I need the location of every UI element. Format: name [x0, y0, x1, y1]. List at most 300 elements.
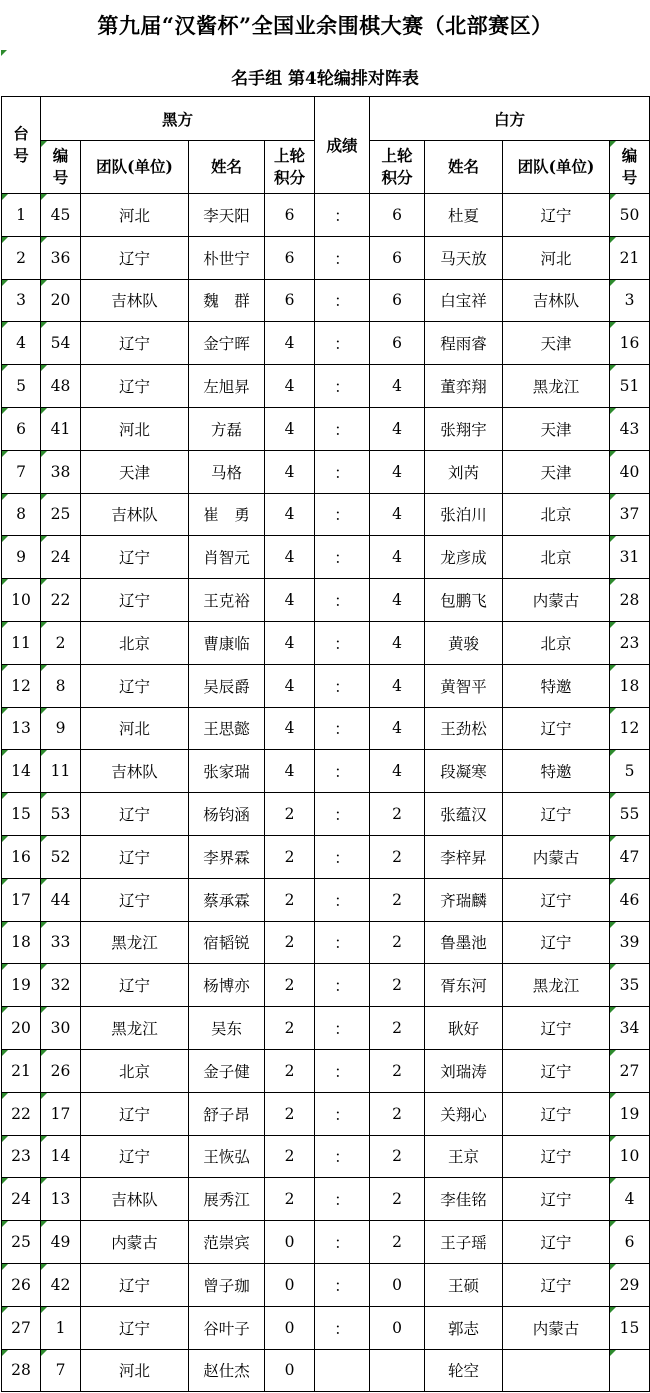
header-black-score	[265, 141, 315, 194]
black-id-cell: 13	[41, 1178, 81, 1221]
black-team-cell: 黑龙江	[81, 921, 189, 964]
cell-marker	[1, 50, 7, 56]
white-score-cell: 6	[370, 236, 425, 279]
black-name-cell: 王思懿	[189, 707, 265, 750]
black-name-cell: 宿韬锐	[189, 921, 265, 964]
table-row	[2, 1306, 650, 1349]
white-id-cell: 16	[610, 322, 650, 365]
page-subtitle: 名手组 第4轮编排对阵表	[231, 69, 419, 89]
black-id-cell: 48	[41, 365, 81, 408]
white-team-cell: 辽宁	[503, 878, 610, 921]
result-cell: ：	[315, 579, 370, 622]
black-id-cell: 41	[41, 407, 81, 450]
table-no-cell: 23	[2, 1135, 41, 1178]
black-score-cell: 0	[265, 1263, 315, 1306]
black-id-cell: 53	[41, 793, 81, 836]
black-id-cell: 2	[41, 621, 81, 664]
white-id-cell: 12	[610, 707, 650, 750]
table-row	[2, 621, 650, 664]
black-name-cell: 曾子珈	[189, 1263, 265, 1306]
table-no-cell: 2	[2, 236, 41, 279]
white-id-cell: 40	[610, 450, 650, 493]
black-id-cell: 38	[41, 450, 81, 493]
white-id-cell: 35	[610, 964, 650, 1007]
white-score-cell: 2	[370, 835, 425, 878]
black-team-cell: 辽宁	[81, 793, 189, 836]
white-team-cell: 辽宁	[503, 707, 610, 750]
white-score-cell: 2	[370, 964, 425, 1007]
table-no-cell: 18	[2, 921, 41, 964]
table-row	[2, 236, 650, 279]
result-cell: ：	[315, 236, 370, 279]
white-team-cell: 辽宁	[503, 1049, 610, 1092]
white-id-cell: 34	[610, 1007, 650, 1050]
black-name-cell: 赵仕杰	[189, 1349, 265, 1392]
white-team-cell: 内蒙古	[503, 1306, 610, 1349]
black-score-cell: 2	[265, 1178, 315, 1221]
table-row	[2, 322, 650, 365]
white-name-cell: 耿好	[425, 1007, 503, 1050]
black-id-cell: 11	[41, 750, 81, 793]
result-cell: ：	[315, 878, 370, 921]
black-name-cell: 王恢弘	[189, 1135, 265, 1178]
black-team-cell: 辽宁	[81, 1092, 189, 1135]
black-score-cell: 0	[265, 1349, 315, 1392]
black-score-cell: 2	[265, 878, 315, 921]
white-name-cell: 关翔心	[425, 1092, 503, 1135]
black-team-cell: 吉林队	[81, 1178, 189, 1221]
white-score-cell: 2	[370, 1049, 425, 1092]
white-name-cell: 刘瑞涛	[425, 1049, 503, 1092]
white-name-cell: 张翔宇	[425, 407, 503, 450]
black-team-cell: 吉林队	[81, 279, 189, 322]
white-score-cell: 0	[370, 1306, 425, 1349]
black-name-cell: 张家瑞	[189, 750, 265, 793]
result-cell: ：	[315, 921, 370, 964]
result-cell: ：	[315, 536, 370, 579]
table-no-cell: 27	[2, 1306, 41, 1349]
table-row	[2, 1092, 650, 1135]
header-white-name: 姓名	[425, 141, 503, 194]
black-team-cell: 辽宁	[81, 964, 189, 1007]
white-name-cell: 王硕	[425, 1263, 503, 1306]
table-no-cell: 14	[2, 750, 41, 793]
table-row	[2, 365, 650, 408]
white-id-cell: 19	[610, 1092, 650, 1135]
header-black: 黑方	[41, 97, 315, 141]
table-no-cell: 19	[2, 964, 41, 1007]
table-row	[2, 921, 650, 964]
white-score-cell: 4	[370, 707, 425, 750]
white-score-cell: 4	[370, 621, 425, 664]
black-team-cell: 天津	[81, 450, 189, 493]
header-black-team: 团队(单位)	[81, 141, 189, 194]
white-score-cell: 4	[370, 579, 425, 622]
white-score-cell: 2	[370, 1221, 425, 1264]
white-score-cell: 2	[370, 793, 425, 836]
white-name-cell: 齐瑞麟	[425, 878, 503, 921]
table-no-cell: 24	[2, 1178, 41, 1221]
white-name-cell: 轮空	[425, 1349, 503, 1392]
black-score-cell: 4	[265, 579, 315, 622]
result-cell: ：	[315, 1007, 370, 1050]
black-score-cell: 2	[265, 964, 315, 1007]
white-score-cell: 4	[370, 750, 425, 793]
white-name-cell: 刘芮	[425, 450, 503, 493]
header-black-name: 姓名	[189, 141, 265, 194]
table-row	[2, 1049, 650, 1092]
table-row	[2, 450, 650, 493]
black-name-cell: 杨博亦	[189, 964, 265, 1007]
white-id-cell: 21	[610, 236, 650, 279]
result-cell: ：	[315, 322, 370, 365]
white-id-cell: 43	[610, 407, 650, 450]
table-no-cell: 13	[2, 707, 41, 750]
white-id-cell: 47	[610, 835, 650, 878]
white-team-cell: 内蒙古	[503, 579, 610, 622]
table-row	[2, 793, 650, 836]
header-black-score-label: 上轮积分	[274, 146, 306, 187]
white-score-cell	[370, 1349, 425, 1392]
white-score-cell: 6	[370, 279, 425, 322]
black-team-cell: 河北	[81, 407, 189, 450]
header-white-team: 团队(单位)	[503, 141, 610, 194]
result-cell: ：	[315, 1135, 370, 1178]
white-team-cell: 吉林队	[503, 279, 610, 322]
table-no-cell: 7	[2, 450, 41, 493]
black-name-cell: 肖智元	[189, 536, 265, 579]
table-row	[2, 536, 650, 579]
table-row	[2, 579, 650, 622]
result-cell: ：	[315, 1221, 370, 1264]
white-id-cell: 15	[610, 1306, 650, 1349]
result-cell: ：	[315, 1306, 370, 1349]
black-team-cell: 辽宁	[81, 536, 189, 579]
black-team-cell: 辽宁	[81, 236, 189, 279]
table-row	[2, 1178, 650, 1221]
white-team-cell: 辽宁	[503, 1263, 610, 1306]
result-cell: ：	[315, 793, 370, 836]
white-name-cell: 王劲松	[425, 707, 503, 750]
white-name-cell: 胥东河	[425, 964, 503, 1007]
black-team-cell: 内蒙古	[81, 1221, 189, 1264]
white-name-cell: 李梓昇	[425, 835, 503, 878]
black-team-cell: 辽宁	[81, 1306, 189, 1349]
black-id-cell: 8	[41, 664, 81, 707]
white-team-cell: 天津	[503, 407, 610, 450]
white-team-cell: 辽宁	[503, 1007, 610, 1050]
table-no-cell: 5	[2, 365, 41, 408]
black-score-cell: 6	[265, 279, 315, 322]
white-team-cell: 辽宁	[503, 194, 610, 237]
white-score-cell: 6	[370, 322, 425, 365]
black-score-cell: 4	[265, 450, 315, 493]
black-name-cell: 蔡承霖	[189, 878, 265, 921]
black-name-cell: 魏 群	[189, 279, 265, 322]
black-id-cell: 22	[41, 579, 81, 622]
black-score-cell: 4	[265, 750, 315, 793]
result-cell: ：	[315, 707, 370, 750]
black-name-cell: 金子健	[189, 1049, 265, 1092]
table-row	[2, 964, 650, 1007]
black-team-cell: 河北	[81, 707, 189, 750]
black-id-cell: 14	[41, 1135, 81, 1178]
table-row	[2, 407, 650, 450]
black-name-cell: 展秀江	[189, 1178, 265, 1221]
table-no-cell: 12	[2, 664, 41, 707]
header-white-id-label: 编号	[621, 146, 638, 187]
result-cell: ：	[315, 664, 370, 707]
white-name-cell: 段凝寒	[425, 750, 503, 793]
black-score-cell: 4	[265, 407, 315, 450]
white-score-cell: 4	[370, 664, 425, 707]
black-id-cell: 30	[41, 1007, 81, 1050]
white-score-cell: 4	[370, 536, 425, 579]
table-no-cell: 20	[2, 1007, 41, 1050]
white-team-cell: 黑龙江	[503, 365, 610, 408]
black-score-cell: 6	[265, 236, 315, 279]
black-team-cell: 辽宁	[81, 1263, 189, 1306]
result-cell: ：	[315, 621, 370, 664]
black-id-cell: 45	[41, 194, 81, 237]
result-cell: ：	[315, 194, 370, 237]
white-score-cell: 2	[370, 1135, 425, 1178]
white-id-cell	[610, 1349, 650, 1392]
table-row	[2, 878, 650, 921]
table-no-cell: 21	[2, 1049, 41, 1092]
white-team-cell: 北京	[503, 621, 610, 664]
black-name-cell: 李天阳	[189, 194, 265, 237]
black-team-cell: 辽宁	[81, 579, 189, 622]
black-team-cell: 辽宁	[81, 322, 189, 365]
white-team-cell: 辽宁	[503, 1135, 610, 1178]
white-team-cell: 黑龙江	[503, 964, 610, 1007]
table-no-cell: 25	[2, 1221, 41, 1264]
black-name-cell: 舒子昂	[189, 1092, 265, 1135]
black-team-cell: 辽宁	[81, 835, 189, 878]
white-id-cell: 3	[610, 279, 650, 322]
table-no-cell: 26	[2, 1263, 41, 1306]
white-name-cell: 王子瑶	[425, 1221, 503, 1264]
black-name-cell: 马格	[189, 450, 265, 493]
black-score-cell: 2	[265, 1049, 315, 1092]
result-cell: ：	[315, 1178, 370, 1221]
white-name-cell: 黄智平	[425, 664, 503, 707]
table-no-cell: 9	[2, 536, 41, 579]
result-cell: ：	[315, 1049, 370, 1092]
white-id-cell: 51	[610, 365, 650, 408]
black-team-cell: 辽宁	[81, 1135, 189, 1178]
black-name-cell: 吴辰爵	[189, 664, 265, 707]
white-name-cell: 马天放	[425, 236, 503, 279]
table-no-cell: 10	[2, 579, 41, 622]
white-name-cell: 杜夏	[425, 194, 503, 237]
header-black-id-label: 编号	[52, 146, 69, 187]
black-team-cell: 吉林队	[81, 750, 189, 793]
white-team-cell: 天津	[503, 322, 610, 365]
white-score-cell: 4	[370, 407, 425, 450]
black-id-cell: 26	[41, 1049, 81, 1092]
black-score-cell: 0	[265, 1306, 315, 1349]
white-name-cell: 董弈翔	[425, 365, 503, 408]
black-name-cell: 范崇宾	[189, 1221, 265, 1264]
white-id-cell: 6	[610, 1221, 650, 1264]
white-team-cell: 辽宁	[503, 921, 610, 964]
table-row	[2, 279, 650, 322]
black-name-cell: 崔 勇	[189, 493, 265, 536]
black-score-cell: 4	[265, 493, 315, 536]
table-no-cell: 4	[2, 322, 41, 365]
white-name-cell: 鲁墨池	[425, 921, 503, 964]
table-row	[2, 1349, 650, 1392]
black-id-cell: 49	[41, 1221, 81, 1264]
table-row	[2, 493, 650, 536]
black-team-cell: 吉林队	[81, 493, 189, 536]
black-name-cell: 曹康临	[189, 621, 265, 664]
page-title: 第九届“汉酱杯”全国业余围棋大赛（北部赛区）	[97, 13, 553, 38]
white-score-cell: 2	[370, 921, 425, 964]
black-team-cell: 辽宁	[81, 878, 189, 921]
black-id-cell: 42	[41, 1263, 81, 1306]
black-id-cell: 32	[41, 964, 81, 1007]
black-name-cell: 方磊	[189, 407, 265, 450]
black-name-cell: 吴东	[189, 1007, 265, 1050]
table-no-cell: 1	[2, 194, 41, 237]
white-name-cell: 李佳铭	[425, 1178, 503, 1221]
header-table-no-label: 台号	[13, 124, 29, 165]
table-row	[2, 835, 650, 878]
header-white-score-label: 上轮积分	[381, 146, 413, 187]
white-id-cell: 39	[610, 921, 650, 964]
white-team-cell: 辽宁	[503, 1092, 610, 1135]
result-cell	[315, 1349, 370, 1392]
white-score-cell: 2	[370, 1007, 425, 1050]
black-id-cell: 24	[41, 536, 81, 579]
black-team-cell: 北京	[81, 1049, 189, 1092]
black-id-cell: 17	[41, 1092, 81, 1135]
white-id-cell: 55	[610, 793, 650, 836]
table-no-cell: 15	[2, 793, 41, 836]
white-score-cell: 2	[370, 1178, 425, 1221]
white-id-cell: 10	[610, 1135, 650, 1178]
result-cell: ：	[315, 1263, 370, 1306]
black-team-cell: 北京	[81, 621, 189, 664]
black-score-cell: 4	[265, 707, 315, 750]
black-id-cell: 52	[41, 835, 81, 878]
white-id-cell: 37	[610, 493, 650, 536]
white-name-cell: 黄骏	[425, 621, 503, 664]
black-id-cell: 9	[41, 707, 81, 750]
header-black-id	[41, 141, 81, 194]
black-score-cell: 2	[265, 1007, 315, 1050]
white-id-cell: 29	[610, 1263, 650, 1306]
black-team-cell: 黑龙江	[81, 1007, 189, 1050]
white-name-cell: 张泊川	[425, 493, 503, 536]
table-no-cell: 28	[2, 1349, 41, 1392]
black-id-cell: 44	[41, 878, 81, 921]
black-score-cell: 2	[265, 1092, 315, 1135]
black-name-cell: 金宁晖	[189, 322, 265, 365]
table-no-cell: 6	[2, 407, 41, 450]
white-id-cell: 5	[610, 750, 650, 793]
table-row	[2, 664, 650, 707]
white-team-cell: 北京	[503, 536, 610, 579]
black-score-cell: 4	[265, 664, 315, 707]
result-cell: ：	[315, 279, 370, 322]
black-score-cell: 2	[265, 793, 315, 836]
white-id-cell: 28	[610, 579, 650, 622]
white-score-cell: 4	[370, 450, 425, 493]
table-no-cell: 3	[2, 279, 41, 322]
white-id-cell: 18	[610, 664, 650, 707]
table-no-cell: 8	[2, 493, 41, 536]
header-result: 成绩	[315, 97, 370, 194]
black-score-cell: 6	[265, 194, 315, 237]
white-id-cell: 50	[610, 194, 650, 237]
result-cell: ：	[315, 493, 370, 536]
black-name-cell: 王克裕	[189, 579, 265, 622]
white-name-cell: 王京	[425, 1135, 503, 1178]
white-id-cell: 27	[610, 1049, 650, 1092]
result-cell: ：	[315, 450, 370, 493]
black-score-cell: 4	[265, 365, 315, 408]
black-name-cell: 李界霖	[189, 835, 265, 878]
black-score-cell: 2	[265, 835, 315, 878]
white-team-cell: 北京	[503, 493, 610, 536]
black-id-cell: 36	[41, 236, 81, 279]
white-score-cell: 6	[370, 194, 425, 237]
table-row	[2, 1221, 650, 1264]
white-id-cell: 46	[610, 878, 650, 921]
black-team-cell: 辽宁	[81, 664, 189, 707]
black-score-cell: 2	[265, 921, 315, 964]
white-name-cell: 龙彦成	[425, 536, 503, 579]
white-team-cell: 内蒙古	[503, 835, 610, 878]
header-white: 白方	[370, 97, 650, 141]
result-cell: ：	[315, 750, 370, 793]
black-score-cell: 0	[265, 1221, 315, 1264]
black-score-cell: 4	[265, 322, 315, 365]
white-id-cell: 4	[610, 1178, 650, 1221]
table-row	[2, 707, 650, 750]
pairing-table	[1, 96, 650, 1392]
white-score-cell: 4	[370, 493, 425, 536]
white-name-cell: 程雨睿	[425, 322, 503, 365]
table-no-cell: 17	[2, 878, 41, 921]
white-score-cell: 2	[370, 1092, 425, 1135]
white-score-cell: 2	[370, 878, 425, 921]
black-name-cell: 左旭昇	[189, 365, 265, 408]
white-team-cell: 河北	[503, 236, 610, 279]
white-team-cell: 辽宁	[503, 1221, 610, 1264]
white-team-cell: 天津	[503, 450, 610, 493]
table-row	[2, 1007, 650, 1050]
white-team-cell: 辽宁	[503, 793, 610, 836]
result-cell: ：	[315, 365, 370, 408]
table-no-cell: 16	[2, 835, 41, 878]
black-id-cell: 20	[41, 279, 81, 322]
white-team-cell	[503, 1349, 610, 1392]
black-score-cell: 4	[265, 536, 315, 579]
black-id-cell: 1	[41, 1306, 81, 1349]
white-id-cell: 23	[610, 621, 650, 664]
black-id-cell: 7	[41, 1349, 81, 1392]
white-id-cell: 31	[610, 536, 650, 579]
table-row	[2, 750, 650, 793]
header-table-no	[2, 97, 41, 194]
white-team-cell: 辽宁	[503, 1178, 610, 1221]
white-score-cell: 4	[370, 365, 425, 408]
